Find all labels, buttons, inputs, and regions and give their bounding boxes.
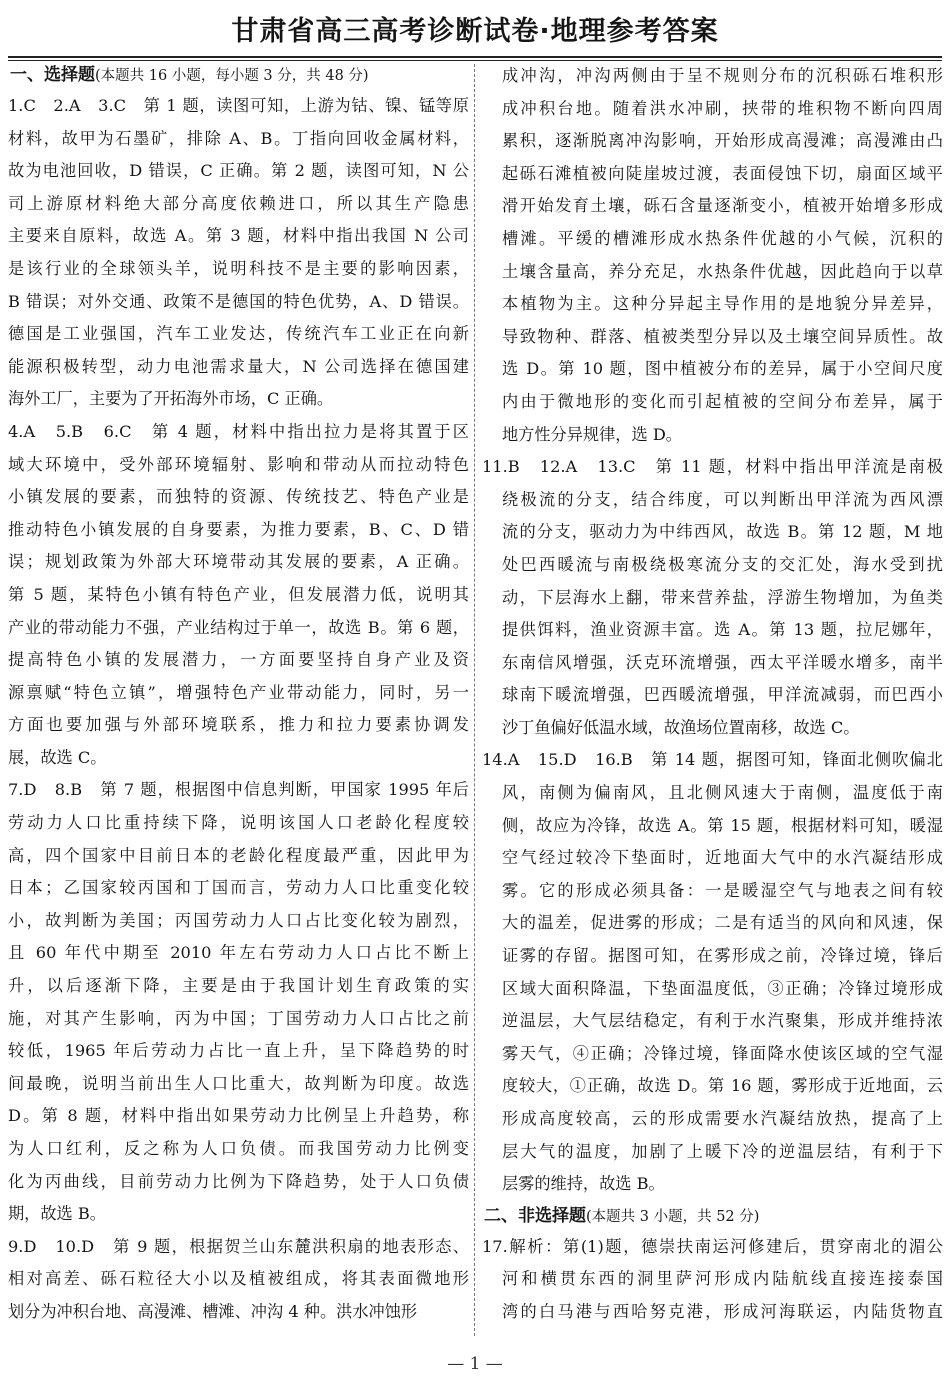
answer-line: 度较大，①正确，故选 D。第 16 题，雾形成于近地面，云 [502, 1076, 943, 1096]
answer-line: 日本；乙国家较丙国和丁国而言，劳动力人口比重变化较 [8, 878, 469, 898]
answer-item [8, 774, 469, 1230]
answer-line: 较低，1965 年后劳动力占比一直上升，呈下降趋势的时 [8, 1041, 469, 1061]
left-answer-list [8, 90, 469, 1329]
answer-line: 区域大面积降温，下垫面温度低，③正确；冷锋过境形成 [502, 978, 943, 998]
answer-line: D。第 8 题，材料中指出如果劳动力比例呈上升趋势，称 [8, 1106, 469, 1126]
answer-line: 证雾的存留。据图可知，在雾形成之前，冷锋过境，锋后 [502, 946, 943, 966]
column-divider [474, 64, 475, 1336]
answer-line: 14.A 15.D 16.B 第 14 题，据图可知，锋面北侧吹偏北 [482, 750, 943, 770]
answer-line: 1.C 2.A 3.C 第 1 题，读图可知，上游为钴、镍、锰等原 [8, 96, 469, 115]
section-heading-choice [8, 60, 469, 90]
answer-line: 间最晚，说明当前出生人口比重大，故判断为印度。故选 [8, 1073, 469, 1093]
answer-line: 17.解析：第(1)题，德崇扶南运河修建后，贯穿南北的湄公 [482, 1236, 943, 1256]
answer-line: 德国是工业强国，汽车工业发达，传统汽车工业正在向新 [8, 324, 469, 344]
right-column [482, 60, 943, 1342]
answer-line: 球南下暖流增强，巴西暖流增强，甲洋流减弱，而巴西小 [502, 685, 943, 705]
answer-line: 化为丙曲线，目前劳动力比例为下降趋势，处于人口负债 [8, 1171, 469, 1191]
answer-line: 升，以后逐渐下降，主要是由于我国计划生育政策的实 [8, 976, 469, 996]
answer-continuation [482, 60, 943, 451]
answer-line: 雾。它的形成必须具备：一是暖湿空气与地表之间有较 [502, 880, 943, 900]
answer-line: 海外工厂，主要为了开拓海外市场，C 正确。 [8, 389, 334, 409]
answer-line: 成冲沟，冲沟两侧由于呈不规则分布的沉积砾石堆积形 [502, 66, 943, 85]
answer-line: 小镇发展的要素，而独特的资源、传统技艺、特色产业是 [8, 487, 469, 507]
answer-line: 层大气的温度，加剧了上暖下冷的逆温层结，有利于下 [502, 1141, 943, 1161]
answer-line: 槽滩。平缓的槽滩形成水热条件优越的小气候，沉积的 [502, 228, 943, 248]
answer-line: 东南信风增强，沃克环流增强，西太平洋暖水增多，南半 [502, 652, 943, 672]
answer-line: 推动特色小镇发展的自身要素，为推力要素，B、C、D 错 [8, 519, 469, 539]
answer-line: 方面也要加强与外部环境联系，推力和拉力要素协调发 [8, 715, 469, 735]
answer-line: B 错误；对外交通、政策不是德国的特色优势，A、D 错误。 [8, 291, 469, 311]
section-heading-text: 二、非选择题 [484, 1205, 586, 1226]
right-answer-list [482, 451, 943, 1201]
answer-item [482, 451, 943, 744]
answer-line: 形成高度较高，云的形成需要水汽凝结放热，提高了上 [502, 1109, 943, 1128]
answer-line: 土壤含量高，养分充足，水热条件优越，因此趋向于以草 [502, 261, 943, 281]
answer-line: 累积，逐渐脱离冲沟影响，开始形成高漫滩；高漫滩由凸 [502, 131, 943, 151]
answer-item [8, 1231, 469, 1329]
answer-line: 河和横贯东西的洞里萨河形成内陆航线直接连接泰国 [502, 1269, 943, 1289]
answer-line: 相对高差、砾石粒径大小以及植被组成，将其表面微地形 [8, 1269, 469, 1289]
answer-line: 沙丁鱼偏好低温水域，故渔场位置南移，故选 C。 [502, 717, 860, 737]
answer-line: 材料，故甲为石墨矿，排除 A、B。丁指向回收金属材料， [8, 128, 469, 148]
answer-line: 空气经过较冷下垫面时，近地面大气中的水汽凝结形成 [502, 848, 943, 868]
answer-line: 产业的带动能力不强，产业结构过于单一，故选 B。第 6 题， [8, 617, 469, 637]
answer-line: 9.D 10.D 第 9 题，根据贺兰山东麓洪积扇的地表形态、 [8, 1236, 469, 1256]
answer-line: 小，故判断为美国；丙国劳动力人口占比变化较为剧烈， [8, 910, 469, 930]
section-heading-nonchoice [482, 1201, 943, 1231]
answer-line: 误；规划政策为外部大环境带动其发展的要素，A 正确。 [8, 552, 469, 572]
answer-line: 劳动力人口比重持续下降，说明该国人口老龄化程度较 [8, 813, 469, 833]
answer-line: 层雾的维持，故选 B。 [502, 1174, 665, 1194]
answer-line: 雾天气，④正确；冷锋过境，锋面降水使该区域的空气湿 [502, 1043, 943, 1063]
answer-item [8, 416, 469, 775]
answer-line: 是该行业的全球领头羊，说明科技不是主要的影响因素， [8, 258, 469, 278]
answer-line: 施，对其产生影响，丙为中国；丁国劳动力人口占比之前 [8, 1008, 469, 1028]
answer-line: 4.A 5.B 6.C 第 4 题，材料中指出拉力是将其置于区 [8, 421, 469, 441]
answer-line: 动，下层海水上翻，带来营养盐，浮游生物增加，为鱼类 [502, 587, 943, 607]
answer-line: 绕极流的分支，结合纬度，可以判断出甲洋流为西风漂 [502, 489, 943, 509]
answer-line: 故为电池回收，D 错误，C 正确。第 2 题，读图可知，N 公 [8, 161, 469, 181]
answer-line: 处巴西暖流与南极绕极寒流分支的交汇处，海水受到扰 [502, 554, 943, 574]
title-rule-thick [8, 56, 942, 58]
answer-line: 期，故选 B。 [8, 1204, 106, 1224]
answer-line: 侧，故应为冷锋，故选 A。第 15 题，根据材料可知，暖湿 [502, 815, 943, 835]
answer-line: 提供饵料，渔业资源丰富。选 A。第 13 题，拉尼娜年， [502, 620, 943, 640]
answer-line: 成冲积台地。随着洪水冲刷，挟带的堆积物不断向四周 [502, 98, 943, 118]
answer-line: 划分为冲积台地、高漫滩、槽滩、冲沟 4 种。洪水冲蚀形 [8, 1301, 418, 1321]
section-heading-note: (本题共 3 小题，共 52 分) [586, 1208, 760, 1225]
answer-line: 本植物为主。这种分异起主导作用的是地貌分异差异， [502, 294, 943, 314]
answer-line: 提高特色小镇的发展潜力，一方面要坚持自身产业及资 [8, 650, 469, 670]
answer-line: 流的分支，驱动力为中纬西风，故选 B。第 12 题，M 地 [502, 522, 943, 542]
answer-line: 司上游原材料绝大部分高度依赖进口，所以其生产隐患 [8, 193, 469, 213]
answer-line: 能源积极转型，动力电池需求量大，N 公司选择在德国建 [8, 356, 469, 376]
answer-line: 湾的白马港与西哈努克港，形成河海联运，内陆货物直 [502, 1301, 943, 1321]
answer-line: 源禀赋“特色立镇”，增强特色产业带动能力，同时，另一 [8, 682, 469, 702]
section-heading-text: 一、选择题 [10, 65, 95, 85]
answer-line: 风，南侧为偏南风，且北侧风速大于南侧，温度低于南 [502, 783, 943, 803]
answer-line: 展，故选 C。 [8, 747, 107, 767]
answer-line: 大的温差，促进雾的形成；二是有适当的风向和风速，保 [502, 913, 943, 933]
answer-line: 高，四个国家中目前日本的老龄化程度最严重，因此甲为 [8, 845, 469, 865]
answer-item [8, 90, 469, 416]
answer-line: 内由于微地形的变化而引起植被的空间分布差异，属于 [502, 391, 943, 411]
answer-line: 且 60 年代中期至 2010 年左右劳动力人口占比不断上 [8, 943, 469, 963]
answer-17-block [482, 1231, 943, 1329]
answer-line: 第 5 题，某特色小镇有特色产业，但发展潜力低，说明其 [8, 584, 469, 604]
page-number: — 1 — [447, 1354, 503, 1374]
page-title: 甘肃省高三高考诊断试卷·地理参考答案 [231, 16, 719, 47]
left-column [8, 60, 469, 1342]
answer-line: 滑开始发育土壤，砾石含量逐渐变小，植被开始增多形成 [502, 196, 943, 216]
answer-line: 主要来自原料，故选 A。第 3 题，材料中指出我国 N 公司 [8, 226, 469, 246]
answer-line: 选 D。第 10 题，图中植被分布的差异，属于小空间尺度 [502, 359, 943, 379]
answer-item [482, 744, 943, 1200]
answer-line: 起砾石滩植被向陡崖坡过渡，表面侵蚀下切，扇面区域平 [502, 163, 943, 183]
answer-line: 地方性分异规律，选 D。 [502, 424, 682, 444]
answer-line: 导致物种、群落、植被类型分异以及土壤空间异质性。故 [502, 326, 943, 346]
answer-line: 为人口红利，反之称为人口负债。而我国劳动力比例变 [8, 1139, 469, 1158]
section-heading-note: (本题共 16 小题，每小题 3 分，共 48 分) [95, 68, 369, 84]
answer-line: 域大环境中，受外部环境辐射、影响和带动从而拉动特色 [8, 454, 469, 474]
answer-line: 逆温层，大气层结稳定，有利于水汽聚集，形成并维持浓 [502, 1011, 943, 1031]
answer-line: 7.D 8.B 第 7 题，根据图中信息判断，甲国家 1995 年后 [8, 780, 469, 800]
answer-line: 11.B 12.A 13.C 第 11 题，材料中指出甲洋流是南极 [482, 457, 943, 477]
